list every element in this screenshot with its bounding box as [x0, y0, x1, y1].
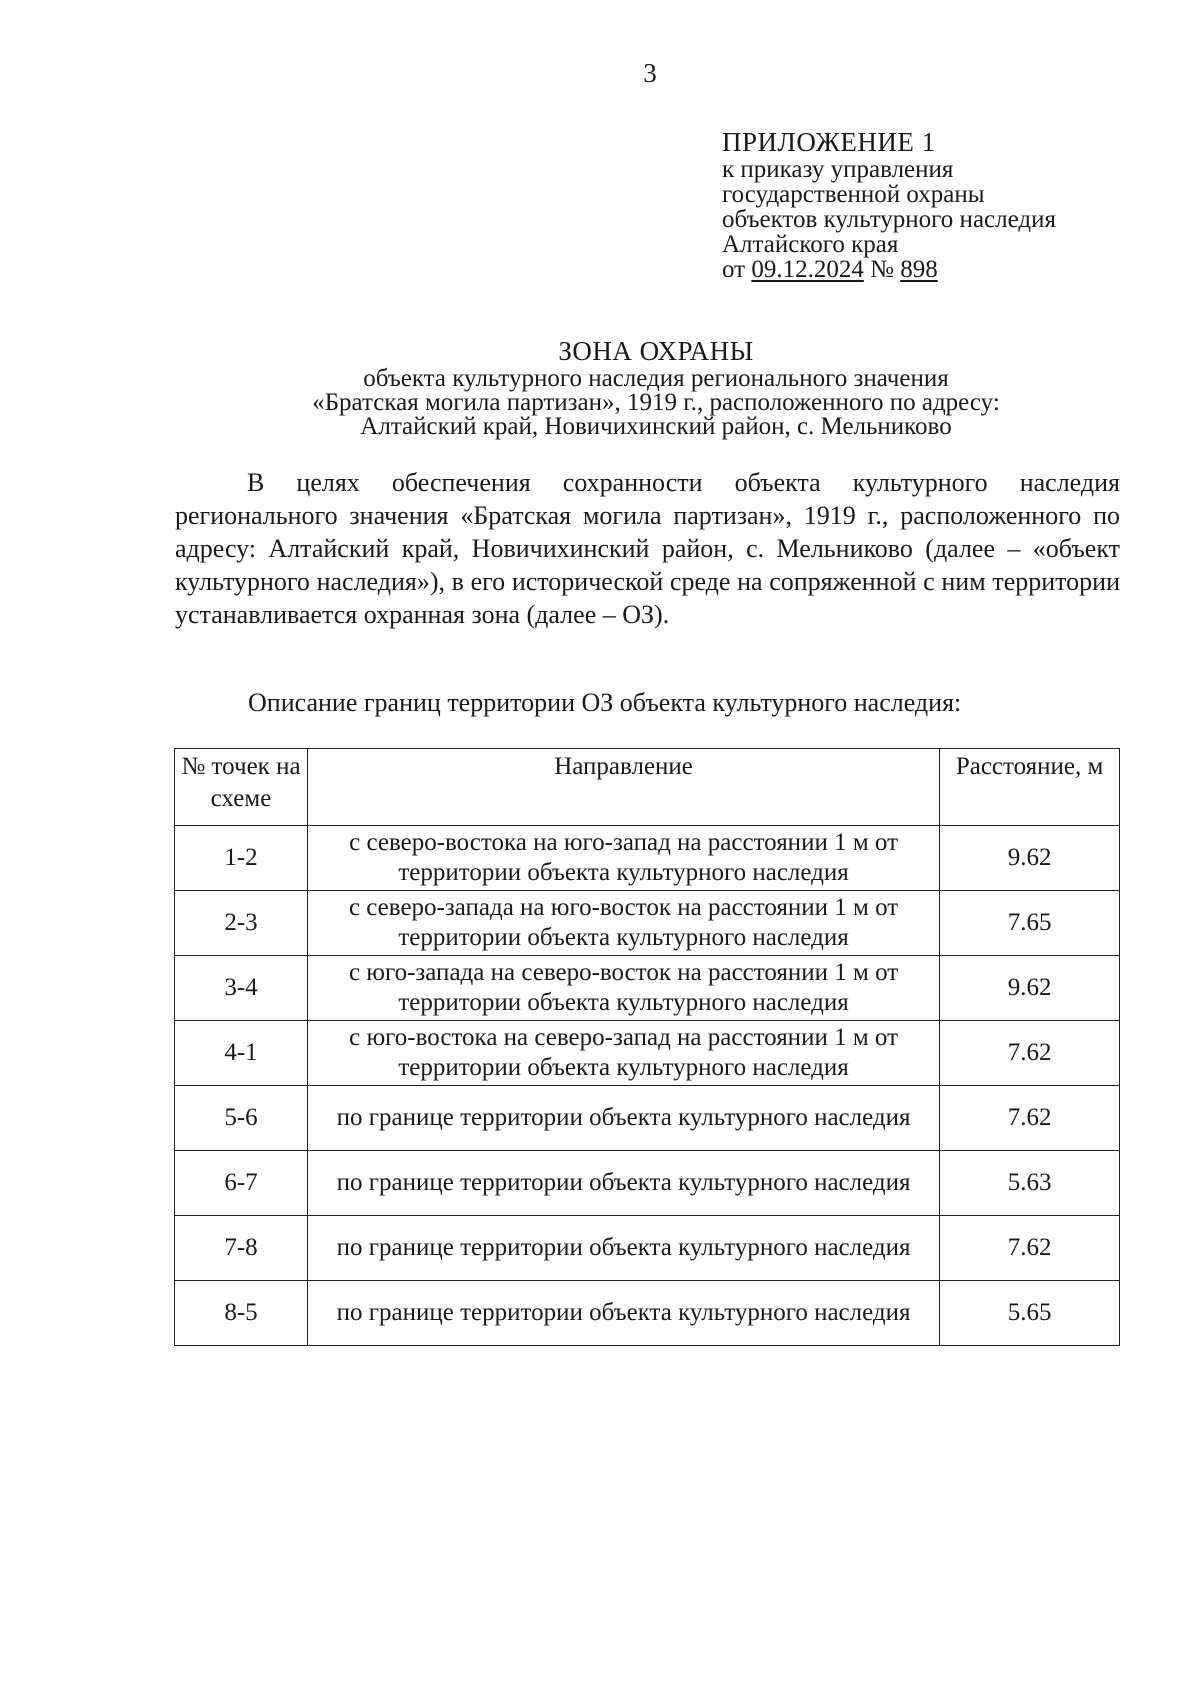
cell-distance: 9.62 — [940, 956, 1120, 1021]
cell-direction: с северо-запада на юго-восток на расстоянии 1 м от территории объекта культурного наследия — [308, 891, 940, 956]
page-number: 3 — [643, 58, 657, 88]
heading-line: «Братская могила партизан», 1919 г., расположенного по адресу: — [312, 389, 1000, 416]
table-row — [175, 891, 1120, 956]
appendix-line: Алтайского края — [722, 231, 899, 258]
cell-points: 1-2 — [175, 826, 308, 891]
cell-direction: по границе территории объекта культурного наследия — [308, 1151, 940, 1216]
cell-distance: 5.63 — [940, 1151, 1120, 1216]
heading-line: Алтайский край, Новичихинский район, с. Мельниково — [360, 413, 952, 440]
table-row — [175, 826, 1120, 891]
table-row — [175, 956, 1120, 1021]
header-direction: Направление — [308, 749, 940, 826]
appendix-order-ref — [722, 257, 1056, 282]
cell-direction: по границе территории объекта культурного наследия — [308, 1281, 940, 1346]
table-row — [175, 1151, 1120, 1216]
table-row — [175, 1216, 1120, 1281]
cell-direction: с юго-запада на северо-восток на расстоянии 1 м от территории объекта культурного наследия — [308, 956, 940, 1021]
table-row — [175, 1086, 1120, 1151]
order-number: 898 — [900, 256, 938, 283]
table-row — [175, 1021, 1120, 1086]
cell-points: 6-7 — [175, 1151, 308, 1216]
header-distance: Расстояние, м — [940, 749, 1120, 826]
table-caption: Описание границ территории ОЗ объекта культурного наследия: — [248, 688, 962, 717]
table-header-row — [175, 749, 1120, 826]
cell-direction: с юго-востока на северо-запад на расстоянии 1 м от территории объекта культурного наследия — [308, 1021, 940, 1086]
document-heading — [200, 336, 1112, 439]
cell-distance: 7.65 — [940, 891, 1120, 956]
heading-line: объекта культурного наследия регионального значения — [363, 365, 949, 392]
header-points: № точек на схеме — [175, 749, 308, 826]
body-paragraph: В целях обеспечения сохранности объекта культурного наследия регионального значения «Братская могила партизан», 1919 г., расположенного по адресу: Алтайский край, Новичихинский район, с. Мельниково (далее – «объект культурного наследия»), в его исторической среде на сопряженной с ним территории устанавливается охранная зона (далее – ОЗ). — [175, 468, 1120, 629]
appendix-block — [722, 127, 1056, 282]
document-title: ЗОНА ОХРАНЫ — [558, 336, 754, 366]
cell-distance: 7.62 — [940, 1021, 1120, 1086]
appendix-title: ПРИЛОЖЕНИЕ 1 — [722, 127, 936, 157]
cell-distance: 7.62 — [940, 1216, 1120, 1281]
date-prefix: от — [722, 256, 746, 283]
cell-direction: с северо-востока на юго-запад на расстоянии 1 м от территории объекта культурного наследия — [308, 826, 940, 891]
cell-points: 8-5 — [175, 1281, 308, 1346]
appendix-line: к приказу управления — [722, 156, 954, 183]
cell-distance: 7.62 — [940, 1086, 1120, 1151]
cell-direction: по границе территории объекта культурного наследия — [308, 1216, 940, 1281]
cell-direction: по границе территории объекта культурного наследия — [308, 1086, 940, 1151]
cell-distance: 5.65 — [940, 1281, 1120, 1346]
number-sign: № — [870, 256, 894, 283]
appendix-line: объектов культурного наследия — [722, 206, 1056, 233]
cell-points: 2-3 — [175, 891, 308, 956]
cell-distance: 9.62 — [940, 826, 1120, 891]
order-date: 09.12.2024 — [751, 256, 864, 283]
cell-points: 4-1 — [175, 1021, 308, 1086]
boundary-table — [174, 748, 1120, 1346]
table-row — [175, 1281, 1120, 1346]
appendix-line: государственной охраны — [722, 181, 985, 208]
cell-points: 5-6 — [175, 1086, 308, 1151]
cell-points: 3-4 — [175, 956, 308, 1021]
cell-points: 7-8 — [175, 1216, 308, 1281]
